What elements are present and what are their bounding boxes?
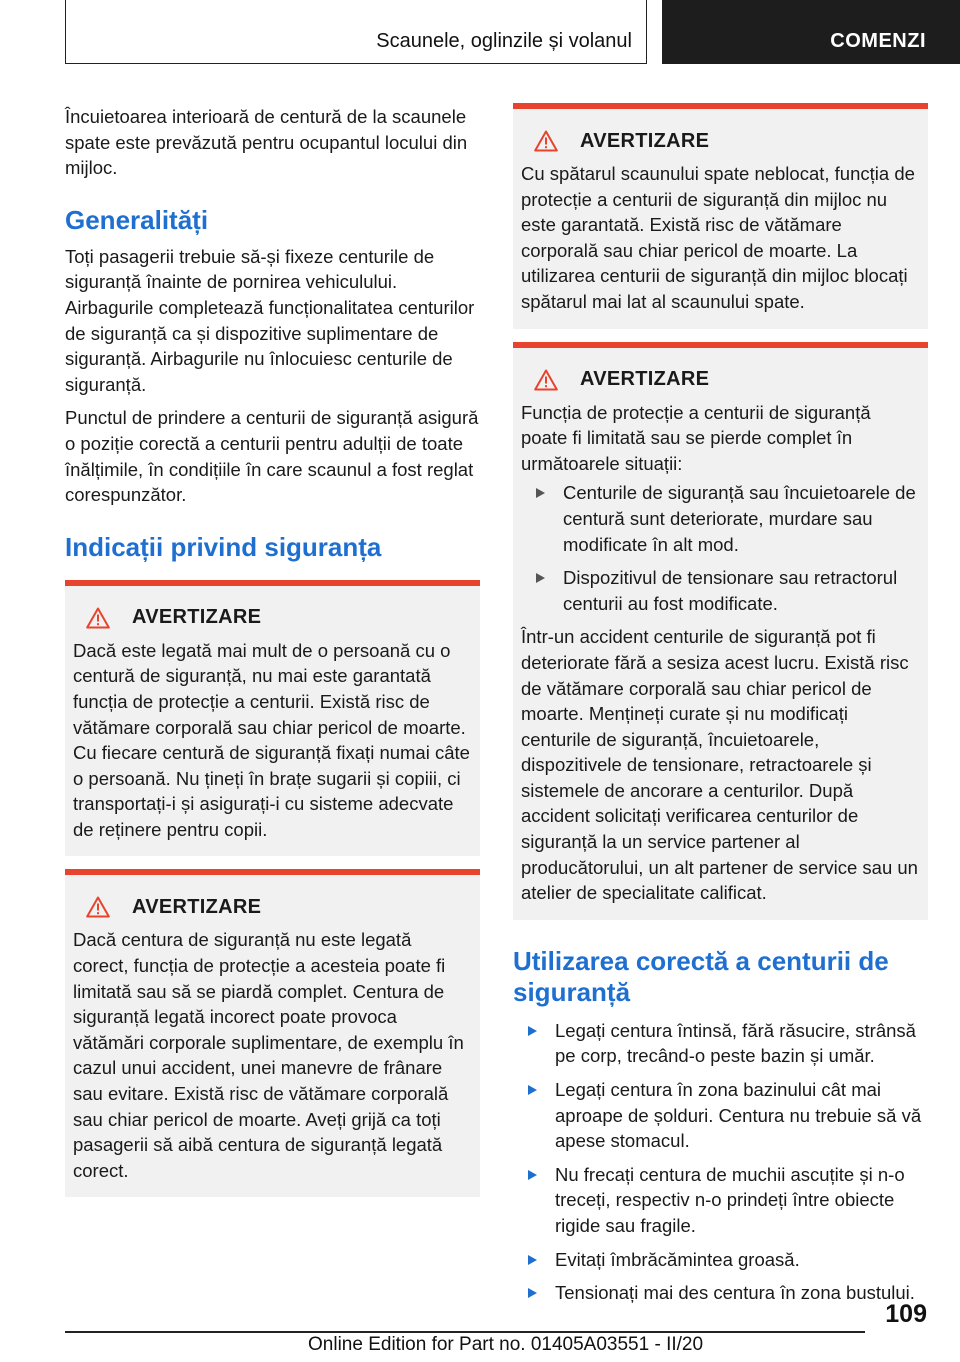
list-item: Tensionați mai des centura în zona bustului. <box>513 1280 928 1306</box>
warning-title: AVERTIZARE <box>132 606 262 629</box>
intro-paragraph: Încuietoarea interioară de centură de la scaunele spate este prevăzută pentru ocupantul locului din mijloc. <box>65 106 468 179</box>
triangle-bullet-icon <box>536 488 545 498</box>
section-tab-label: COMENZI <box>830 30 926 52</box>
warning-outro: Într-un accident centurile de siguranță pot fi deteriorate fără a sesiza acest lucru. Există risc de vătămare corporală sau chiar pericol de moarte. Mențineți curate și nu modificați centurile de siguranță, încuietoarele, dispozitivele de tensionare, retractoarele și sistemele de ancorare a centurilor. După accident solicitați verificarea centurilor de siguranță la un service partener al producătorului, un alt partener de service sau un atelier de specialitate calificat. <box>521 626 918 904</box>
warning-box-incorrect-belt <box>65 869 480 1197</box>
warning-box-multiple-persons <box>65 580 480 857</box>
triangle-bullet-icon <box>528 1026 537 1036</box>
usage-heading: Utilizarea corectă a centurii de siguranță <box>513 945 889 1007</box>
warning-triangle-icon <box>534 130 558 152</box>
chapter-title: Scaunele, oglinzile și volanul <box>376 30 632 52</box>
triangle-bullet-icon <box>536 573 545 583</box>
warning-text: Cu spătarul scaunului spate neblocat, funcția de protecție a centurii de siguranță din mijloc nu este garantată. Există risc de vătămare corporală sau chiar pericol de moarte. La utilizarea centurii de siguranță din mijloc blocați spătarul mai lat al scaunului spate. <box>521 163 915 312</box>
general-paragraph-1: Toți pasagerii trebuie să-și fixeze centurile de siguranță înainte de pornirea vehiculului. Airbagurile completează funcționalitatea centurilor de siguranță ca și dispozitive suplimentare de siguranță. Airbagurile nu înlocuiesc centurile de siguranță. <box>65 245 475 395</box>
warning-title: AVERTIZARE <box>580 129 710 152</box>
warning-list <box>521 480 919 616</box>
footer-edition: Online Edition for Part no. 01405A03551 - II/20 <box>308 1334 704 1355</box>
triangle-bullet-icon <box>528 1255 537 1265</box>
triangle-bullet-icon <box>528 1288 537 1298</box>
list-item: Legați centura întinsă, fără răsucire, strânsă pe corp, trecând-o peste bazin și umăr. <box>513 1018 928 1069</box>
warning-header <box>73 606 471 630</box>
header-frame <box>65 0 647 64</box>
right-column <box>513 103 928 1314</box>
warning-triangle-icon <box>86 896 110 918</box>
list-item: Evitați îmbrăcămintea groasă. <box>513 1247 928 1273</box>
footer-divider <box>65 1331 865 1333</box>
warning-box-backrest <box>513 103 928 329</box>
usage-list <box>513 1018 928 1306</box>
triangle-bullet-icon <box>528 1085 537 1095</box>
page-number: 109 <box>885 1300 927 1328</box>
warning-title: AVERTIZARE <box>580 368 710 391</box>
warning-header <box>73 895 471 919</box>
list-item: Nu frecați centura de muchii ascuțite și n-o treceți, respectiv n-o prindeți între obiecte rigide sau fragile. <box>513 1162 928 1239</box>
general-paragraph-2: Punctul de prindere a centurii de siguranță asigură o poziție corectă a centurii pentru adulții de toate înălțimile, în condițiile în care scaunul a fost reglat corespunzător. <box>65 407 479 506</box>
warning-triangle-icon <box>86 607 110 629</box>
left-column <box>65 104 480 1197</box>
warning-triangle-icon <box>534 369 558 391</box>
safety-heading: Indicații privind siguranța <box>65 531 382 562</box>
list-item: Legați centura în zona bazinului cât mai aproape de șolduri. Centura nu trebuie să vă apese stomacul. <box>513 1077 928 1154</box>
list-item: Dispozitivul de tensionare sau retractorul centurii au fost modificate. <box>521 565 919 616</box>
list-item: Centurile de siguranță sau încuietoarele de centură sunt deteriorate, murdare sau modificate în alt mod. <box>521 480 919 557</box>
warning-box-protection-limited <box>513 342 928 920</box>
warning-text: Dacă centura de siguranță nu este legată corect, funcția de protecție a acesteia poate fi limitată sau să se piardă complet. Centura de siguranță legată incorect poate provoca vătămări corporale suplimentare, de exemplu în cazul unui accident, unei manevre de frânare sau evitare. Există risc de vătămare corporală sau chiar pericol de moarte. Aveți grijă ca toți pasagerii să aibă centura de siguranță legată corect. <box>73 929 464 1181</box>
section-tab <box>662 0 960 64</box>
warning-intro: Funcția de protecție a centurii de siguranță poate fi limitată sau se pierde complet în următoarele situații: <box>521 401 871 474</box>
triangle-bullet-icon <box>528 1170 537 1180</box>
warning-header <box>521 368 919 392</box>
warning-title: AVERTIZARE <box>132 895 262 918</box>
warning-text: Dacă este legată mai mult de o persoană cu o centură de siguranță, nu mai este garantată funcția de protecție a centurii. Există risc de vătămare corporală sau chiar pericol de moarte. Cu fiecare centură de siguranță fixați numai câte o persoană. Nu țineți în brațe sugarii și copiii, ci transportați-i și asigurați-i cu sisteme adecvate de reținere pentru copii. <box>73 639 470 840</box>
general-heading: Generalități <box>65 204 209 235</box>
warning-header <box>521 129 919 153</box>
